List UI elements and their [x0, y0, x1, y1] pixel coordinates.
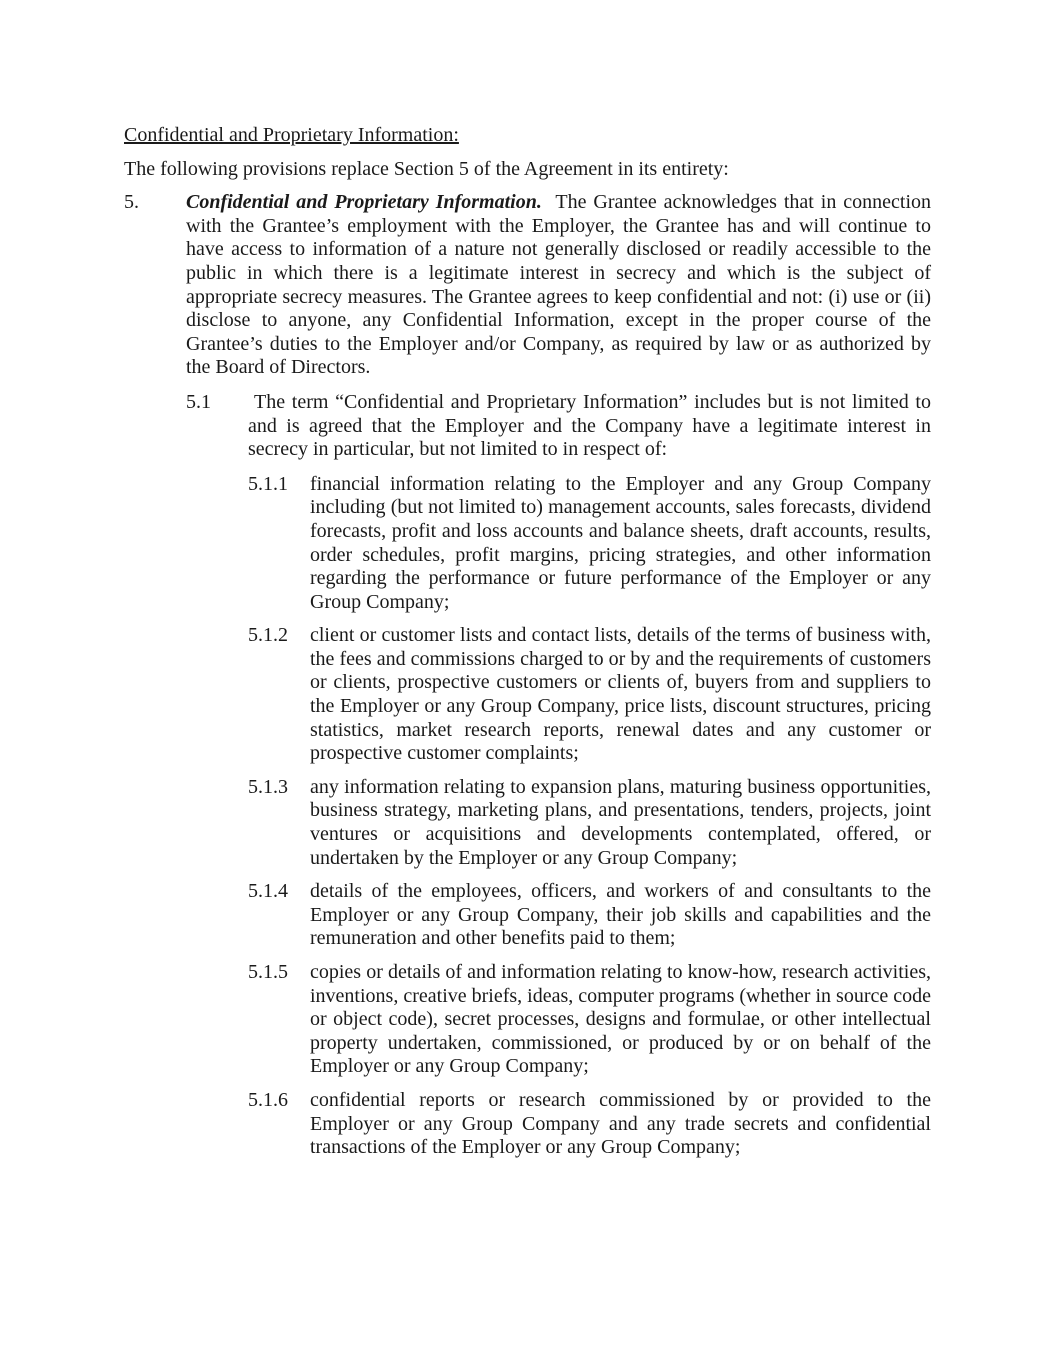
clause-number: 5.1.5 [248, 961, 288, 983]
clause-text: The Grantee acknowledges that in connection with the Grantee’s employment with the Employer, the Grantee has and will continue to have access to information of a nature not generally disclosed or readily accessible to the public in which there is a legitimate interest in secrecy and which is the subject of appropriate secrecy measures. The Grantee agrees to keep confidential and not: (i) use or (ii) disclose to anyone, any Confidential Information, except in the proper course of the Grantee’s duties to the Employer and/or Company, as required by law or as authorized by the Board of Directors. [186, 191, 932, 379]
clause-text: confidential reports or research commissioned by or provided to the Employer or any Group Company and any trade secrets and confidential transactions of the Employer or any Group Company; [310, 1088, 931, 1159]
clause-5-1 [186, 391, 931, 462]
clause-5-1-1 [248, 473, 931, 615]
clause-5-1-4 [248, 880, 931, 951]
clause-5-1-6 [248, 1089, 931, 1160]
document-page [124, 124, 931, 1170]
clause-text: financial information relating to the Employer and any Group Company including (but not limited to) management accounts, sales forecasts, dividend forecasts, profit and loss accounts and balance sheets, draft accounts, results, order schedules, profit margins, pricing strategies, and other information regarding the performance or future performance of the Employer or any Group Company; [310, 472, 931, 613]
clause-text: The term “Confidential and Proprietary Information” includes but is not limited to and is agreed that the Employer and the Company have a legitimate interest in secrecy in particular, but not limited to in respect of: [248, 390, 931, 461]
clause-number: 5.1.3 [248, 775, 288, 798]
clause-number: 5.1.4 [248, 880, 288, 903]
clause-number: 5.1.1 [248, 472, 288, 495]
clause-text: any information relating to expansion plans, maturing business opportunities, business strategy, marketing plans, and presentations, tenders, projects, joint ventures or acquisitions and developments contemplated, offered, or undertaken by the Employer or any Group Company; [310, 775, 931, 869]
section-heading: Confidential and Proprietary Information: [124, 124, 459, 146]
intro-paragraph: The following provisions replace Section 5 of the Agreement in its entirety: [124, 157, 729, 180]
clause-5-1-3 [248, 776, 931, 870]
clause-number: 5.1.2 [248, 624, 288, 647]
clause-number: 5. [124, 191, 139, 214]
clause-5-1-2 [248, 624, 931, 766]
clause-5-1-5 [248, 961, 931, 1079]
clause-number: 5.1.6 [248, 1088, 288, 1111]
clause-5 [124, 191, 931, 380]
clause-text: client or customer lists and contact lists, details of the terms of business with, the fees and commissions charged to or by and the requirements of customers or clients, prospective customers or clients of, buyers from and suppliers to the Employer or any Group Company, price lists, discount structures, pricing statistics, market research reports, renewal dates and any customer or prospective customer complaints; [310, 624, 931, 765]
clause-number: 5.1 [186, 390, 211, 413]
clause-title: Confidential and Proprietary Information. [186, 191, 542, 214]
clause-text: copies or details of and information relating to know-how, research activities, inventions, creative briefs, ideas, computer programs (whether in source code or object code), secret processes, designs and formulae, or other intellectual property undertaken, commissioned, or produced by or on behalf of the Employer or any Group Company; [310, 961, 931, 1078]
clause-text: details of the employees, officers, and workers of and consultants to the Employer or any Group Company, their job skills and capabilities and the remuneration and other benefits paid to them; [310, 880, 931, 950]
